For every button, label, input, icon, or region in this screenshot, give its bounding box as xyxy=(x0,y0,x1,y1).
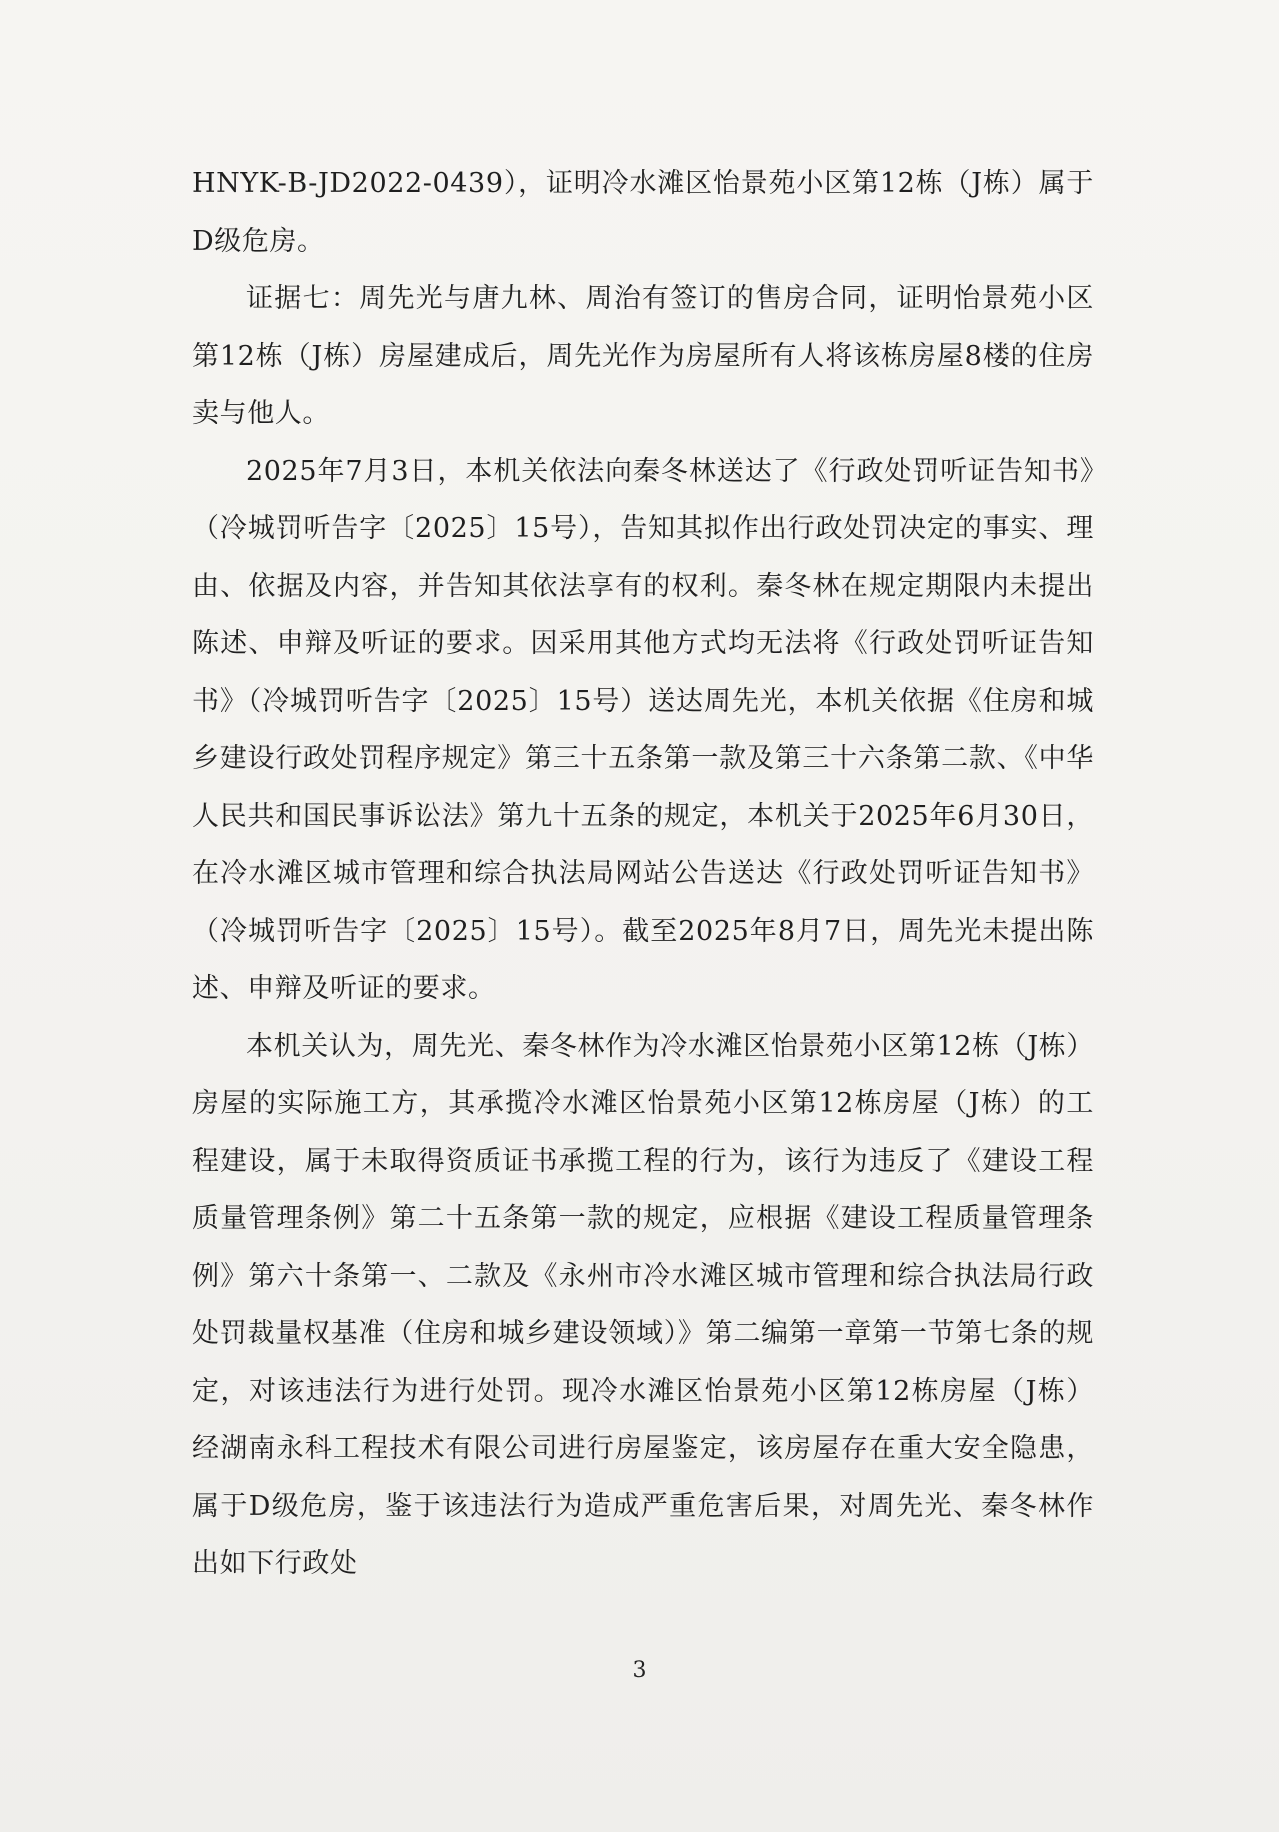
paragraph-hearing-notice: 2025年7月3日，本机关依法向秦冬林送达了《行政处罚听证告知书》（冷城罚听告字〔2025〕15号），告知其拟作出行政处罚决定的事实、理由、依据及内容，并告知其依法享有的权利。秦冬林在规定期限内未提出陈述、申辩及听证的要求。因采用其他方式均无法将《行政处罚听证告知书》（冷城罚听告字〔2025〕15号）送达周先光，本机关依据《住房和城乡建设行政处罚程序规定》第三十五条第一款及第三十六条第二款、《中华人民共和国民事诉讼法》第九十五条的规定，本机关于2025年6月30日，在冷水滩区城市管理和综合执法局网站公告送达《行政处罚听证告知书》（冷城罚听告字〔2025〕15号）。截至2025年8月7日，周先光未提出陈述、申辩及听证的要求。 xyxy=(192,455,1094,1004)
paragraph-evidence-six-tail: HNYK-B-JD2022-0439），证明冷水滩区怡景苑小区第12栋（J栋）属于D级危房。 xyxy=(192,168,1094,257)
page-number: 3 xyxy=(632,1658,647,1683)
paragraph-evidence-seven: 证据七：周先光与唐九林、周治有签订的售房合同，证明怡景苑小区第12栋（J栋）房屋建成后，周先光作为房屋所有人将该栋房屋8楼的住房卖与他人。 xyxy=(192,283,1094,429)
document-body xyxy=(192,155,1094,1593)
paragraph-agency-finding: 本机关认为，周先光、秦冬林作为冷水滩区怡景苑小区第12栋（J栋）房屋的实际施工方，其承揽冷水滩区怡景苑小区第12栋房屋（J栋）的工程建设，属于未取得资质证书承揽工程的行为，该行为违反了《建设工程质量管理条例》第二十五条第一款的规定，应根据《建设工程质量管理条例》第六十条第一、二款及《永州市冷水滩区城市管理和综合执法局行政处罚裁量权基准（住房和城乡建设领域）》第二编第一章第一节第七条的规定，对该违法行为进行处罚。现冷水滩区怡景苑小区第12栋房屋（J栋）经湖南永科工程技术有限公司进行房屋鉴定，该房屋存在重大安全隐患，属于D级危房，鉴于该违法行为造成严重危害后果，对周先光、秦冬林作出如下行政处 xyxy=(192,1030,1094,1579)
